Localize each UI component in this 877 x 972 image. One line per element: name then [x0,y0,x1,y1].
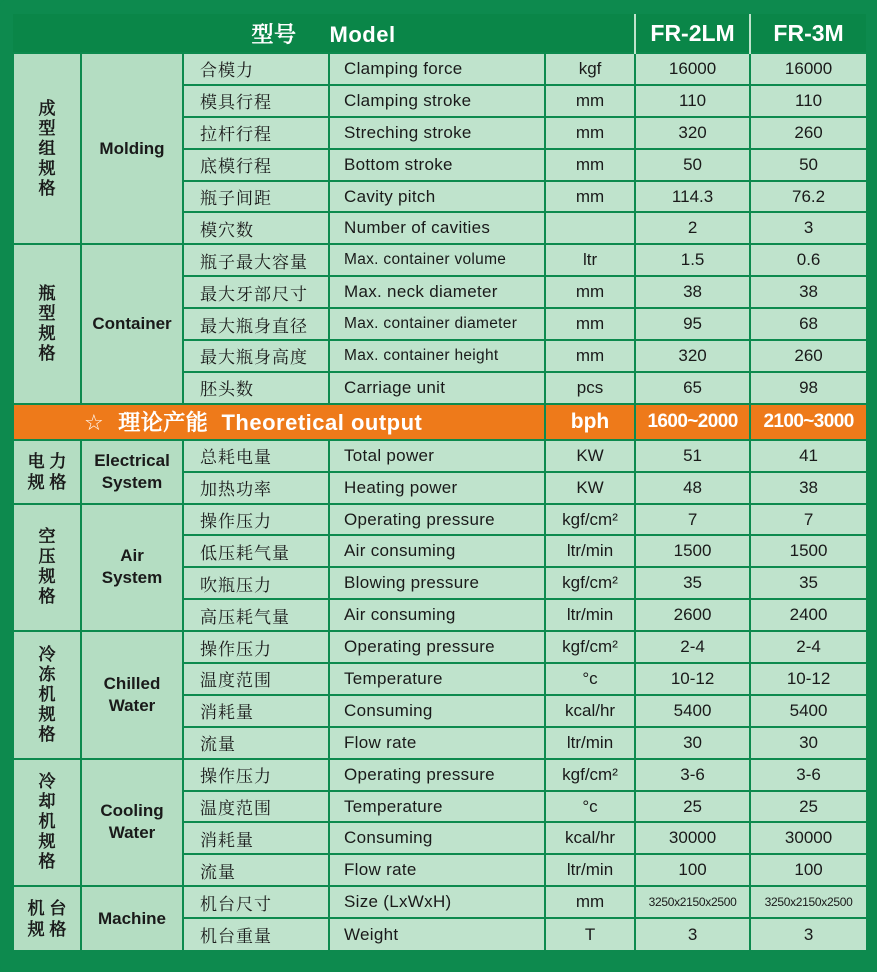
param-value-1: 30000 [635,822,750,854]
chilled-row [13,631,866,663]
param-cn: 操作压力 [183,759,329,791]
param-cn: 高压耗气量 [183,599,329,631]
header-row [13,14,866,53]
param-value-1: 3250x2150x2500 [635,886,750,918]
machine-row [13,886,866,918]
param-value-1: 10-12 [635,663,750,695]
param-unit: ltr/min [545,727,635,759]
param-en: Operating pressure [329,504,545,536]
param-cn: 胚头数 [183,372,329,404]
output-cn: 理论产能 [118,410,209,436]
param-value-2: 10-12 [750,663,866,695]
param-cn: 最大牙部尺寸 [183,276,329,308]
param-value-2: 0.6 [750,244,866,276]
param-cn: 最大瓶身高度 [183,340,329,372]
param-unit: mm [545,340,635,372]
param-unit [545,212,635,244]
param-value-1: 114.3 [635,181,750,213]
param-value-1: 3 [635,918,750,950]
param-unit: kgf [545,53,635,85]
param-value-2: 76.2 [750,181,866,213]
model-cn: 型号 [251,21,297,47]
model-header [13,14,635,53]
chilled-category-en-line1: Chilled [103,673,161,693]
param-en: Blowing pressure [329,567,545,599]
cooling-category-char: 规 [38,832,56,852]
param-value-2: 5400 [750,695,866,727]
chilled-category-en [81,631,183,759]
param-value-2: 35 [750,567,866,599]
param-value-2: 2400 [750,599,866,631]
param-unit: mm [545,117,635,149]
param-en: Consuming [329,822,545,854]
container-category-en: Container [81,244,183,403]
machine-category-cn [13,886,81,950]
machine-category-cn-line1: 机 台 [27,898,67,918]
param-value-1: 100 [635,854,750,886]
molding-category-char: 型 [38,118,56,138]
chilled-category-char: 冷 [38,644,56,664]
param-value-2: 50 [750,149,866,181]
output-row [13,404,866,440]
param-en: Bottom stroke [329,149,545,181]
param-value-1: 320 [635,117,750,149]
param-en: Max. container height [329,340,545,372]
param-en: Number of cavities [329,212,545,244]
param-value-2: 3250x2150x2500 [750,886,866,918]
air-category-char: 压 [38,547,56,567]
param-en: Clamping force [329,53,545,85]
param-cn: 瓶子间距 [183,181,329,213]
param-value-2: 30000 [750,822,866,854]
param-cn: 温度范围 [183,663,329,695]
param-cn: 机台尺寸 [183,886,329,918]
cooling-category-en-line2: Water [108,823,156,843]
param-value-2: 41 [750,440,866,472]
param-value-1: 30 [635,727,750,759]
electrical-category-cn-line2: 规 格 [27,472,67,492]
param-cn: 吹瓶压力 [183,567,329,599]
air-category-en-line1: Air [120,546,144,566]
param-unit: kgf/cm² [545,759,635,791]
model-2: FR-3M [750,14,866,53]
container-category-char: 瓶 [38,284,56,304]
param-en: Operating pressure [329,759,545,791]
air-category-en-line2: System [101,568,163,588]
param-value-2: 3 [750,918,866,950]
air-category-char: 规 [38,567,56,587]
param-en: Max. neck diameter [329,276,545,308]
electrical-row [13,440,866,472]
param-value-1: 2-4 [635,631,750,663]
param-cn: 机台重量 [183,918,329,950]
param-value-2: 38 [750,276,866,308]
param-en: Temperature [329,663,545,695]
electrical-category-cn-line1: 电 力 [27,451,67,471]
electrical-category-en-line1: Electrical [94,450,170,470]
param-en: Carriage unit [329,372,545,404]
air-category-cn [13,504,81,632]
param-en: Max. container diameter [329,308,545,340]
star-icon: ☆ [84,410,105,436]
molding-section [13,53,866,244]
param-value-2: 30 [750,727,866,759]
param-value-1: 7 [635,504,750,536]
cooling-category-char: 机 [38,812,56,832]
param-value-1: 51 [635,440,750,472]
param-en: Weight [329,918,545,950]
param-unit: kgf/cm² [545,567,635,599]
output-en: Theoretical output [221,410,423,436]
param-value-1: 65 [635,372,750,404]
param-unit: mm [545,149,635,181]
cooling-row [13,759,866,791]
param-value-1: 110 [635,85,750,117]
param-unit: ltr/min [545,535,635,567]
chilled-category-char: 格 [38,724,56,744]
cooling-category-en [81,759,183,887]
container-row [13,244,866,276]
param-cn: 流量 [183,854,329,886]
container-category-cn [13,244,81,403]
param-cn: 操作压力 [183,504,329,536]
param-value-1: 35 [635,567,750,599]
param-value-2: 7 [750,504,866,536]
param-unit: kgf/cm² [545,504,635,536]
air-category-char: 格 [38,587,56,607]
param-value-2: 260 [750,117,866,149]
cooling-category-char: 却 [38,792,56,812]
param-value-2: 68 [750,308,866,340]
param-value-2: 3 [750,212,866,244]
machine-section [13,886,866,950]
param-cn: 底模行程 [183,149,329,181]
electrical-category-cn [13,440,81,504]
param-value-2: 260 [750,340,866,372]
param-value-1: 50 [635,149,750,181]
model-1: FR-2LM [635,14,750,53]
param-value-2: 38 [750,472,866,504]
cooling-section [13,759,866,887]
param-en: Temperature [329,791,545,823]
air-section [13,504,866,632]
param-value-1: 3-6 [635,759,750,791]
molding-row [13,53,866,85]
cooling-category-char: 冷 [38,772,56,792]
param-value-2: 16000 [750,53,866,85]
param-unit: kcal/hr [545,822,635,854]
param-value-1: 5400 [635,695,750,727]
param-unit: ltr/min [545,599,635,631]
param-cn: 拉杆行程 [183,117,329,149]
param-unit: °c [545,663,635,695]
molding-category-char: 组 [38,138,56,158]
param-en: Consuming [329,695,545,727]
param-en: Streching stroke [329,117,545,149]
molding-category-char: 格 [38,178,56,198]
param-unit: ltr [545,244,635,276]
container-category-char: 格 [38,344,56,364]
param-en: Clamping stroke [329,85,545,117]
param-en: Air consuming [329,599,545,631]
param-en: Flow rate [329,727,545,759]
chilled-category-char: 规 [38,704,56,724]
param-cn: 温度范围 [183,791,329,823]
param-value-2: 25 [750,791,866,823]
param-unit: °c [545,791,635,823]
chilled-section [13,631,866,759]
molding-category-char: 成 [38,98,56,118]
param-en: Operating pressure [329,631,545,663]
cooling-category-cn [13,759,81,887]
param-value-1: 16000 [635,53,750,85]
machine-category-cn-line2: 规 格 [27,919,67,939]
machine-category-en: Machine [81,886,183,950]
param-cn: 总耗电量 [183,440,329,472]
param-unit: mm [545,886,635,918]
param-value-1: 25 [635,791,750,823]
chilled-category-char: 冻 [38,664,56,684]
param-value-1: 2600 [635,599,750,631]
param-unit: mm [545,308,635,340]
molding-category-en: Molding [81,53,183,244]
param-en: Air consuming [329,535,545,567]
param-value-1: 320 [635,340,750,372]
param-cn: 合模力 [183,53,329,85]
param-value-1: 48 [635,472,750,504]
param-cn: 消耗量 [183,695,329,727]
param-cn: 操作压力 [183,631,329,663]
param-cn: 流量 [183,727,329,759]
spec-table [12,14,866,950]
param-en: Cavity pitch [329,181,545,213]
air-category-en [81,504,183,632]
chilled-category-cn [13,631,81,759]
output-value-1: 1600~2000 [635,404,750,440]
param-unit: KW [545,472,635,504]
param-en: Total power [329,440,545,472]
param-value-1: 2 [635,212,750,244]
param-cn: 模具行程 [183,85,329,117]
param-cn: 瓶子最大容量 [183,244,329,276]
param-unit: mm [545,276,635,308]
param-unit: ltr/min [545,854,635,886]
param-value-1: 95 [635,308,750,340]
param-cn: 消耗量 [183,822,329,854]
molding-category-cn [13,53,81,244]
cooling-category-char: 格 [38,852,56,872]
param-unit: pcs [545,372,635,404]
param-value-2: 2-4 [750,631,866,663]
param-value-2: 110 [750,85,866,117]
param-en: Flow rate [329,854,545,886]
param-value-2: 100 [750,854,866,886]
air-row [13,504,866,536]
chilled-category-en-line2: Water [108,695,156,715]
container-category-char: 规 [38,324,56,344]
model-en: Model [329,21,396,47]
param-en: Max. container volume [329,244,545,276]
output-unit: bph [545,404,635,440]
param-unit: T [545,918,635,950]
param-unit: kcal/hr [545,695,635,727]
molding-category-char: 规 [38,158,56,178]
param-value-2: 98 [750,372,866,404]
param-unit: mm [545,181,635,213]
param-unit: kgf/cm² [545,631,635,663]
param-unit: KW [545,440,635,472]
electrical-category-en-line2: System [101,472,163,492]
param-unit: mm [545,85,635,117]
electrical-section [13,440,866,504]
output-title [13,404,545,440]
chilled-category-char: 机 [38,684,56,704]
cooling-category-en-line1: Cooling [100,801,164,821]
electrical-category-en [81,440,183,504]
container-section [13,244,866,403]
param-cn: 低压耗气量 [183,535,329,567]
param-cn: 最大瓶身直径 [183,308,329,340]
param-value-2: 1500 [750,535,866,567]
param-en: Heating power [329,472,545,504]
param-value-1: 1.5 [635,244,750,276]
output-value-2: 2100~3000 [750,404,866,440]
param-value-1: 1500 [635,535,750,567]
param-value-1: 38 [635,276,750,308]
param-cn: 模穴数 [183,212,329,244]
air-category-char: 空 [38,527,56,547]
container-category-char: 型 [38,304,56,324]
param-cn: 加热功率 [183,472,329,504]
param-en: Size (LxWxH) [329,886,545,918]
param-value-2: 3-6 [750,759,866,791]
